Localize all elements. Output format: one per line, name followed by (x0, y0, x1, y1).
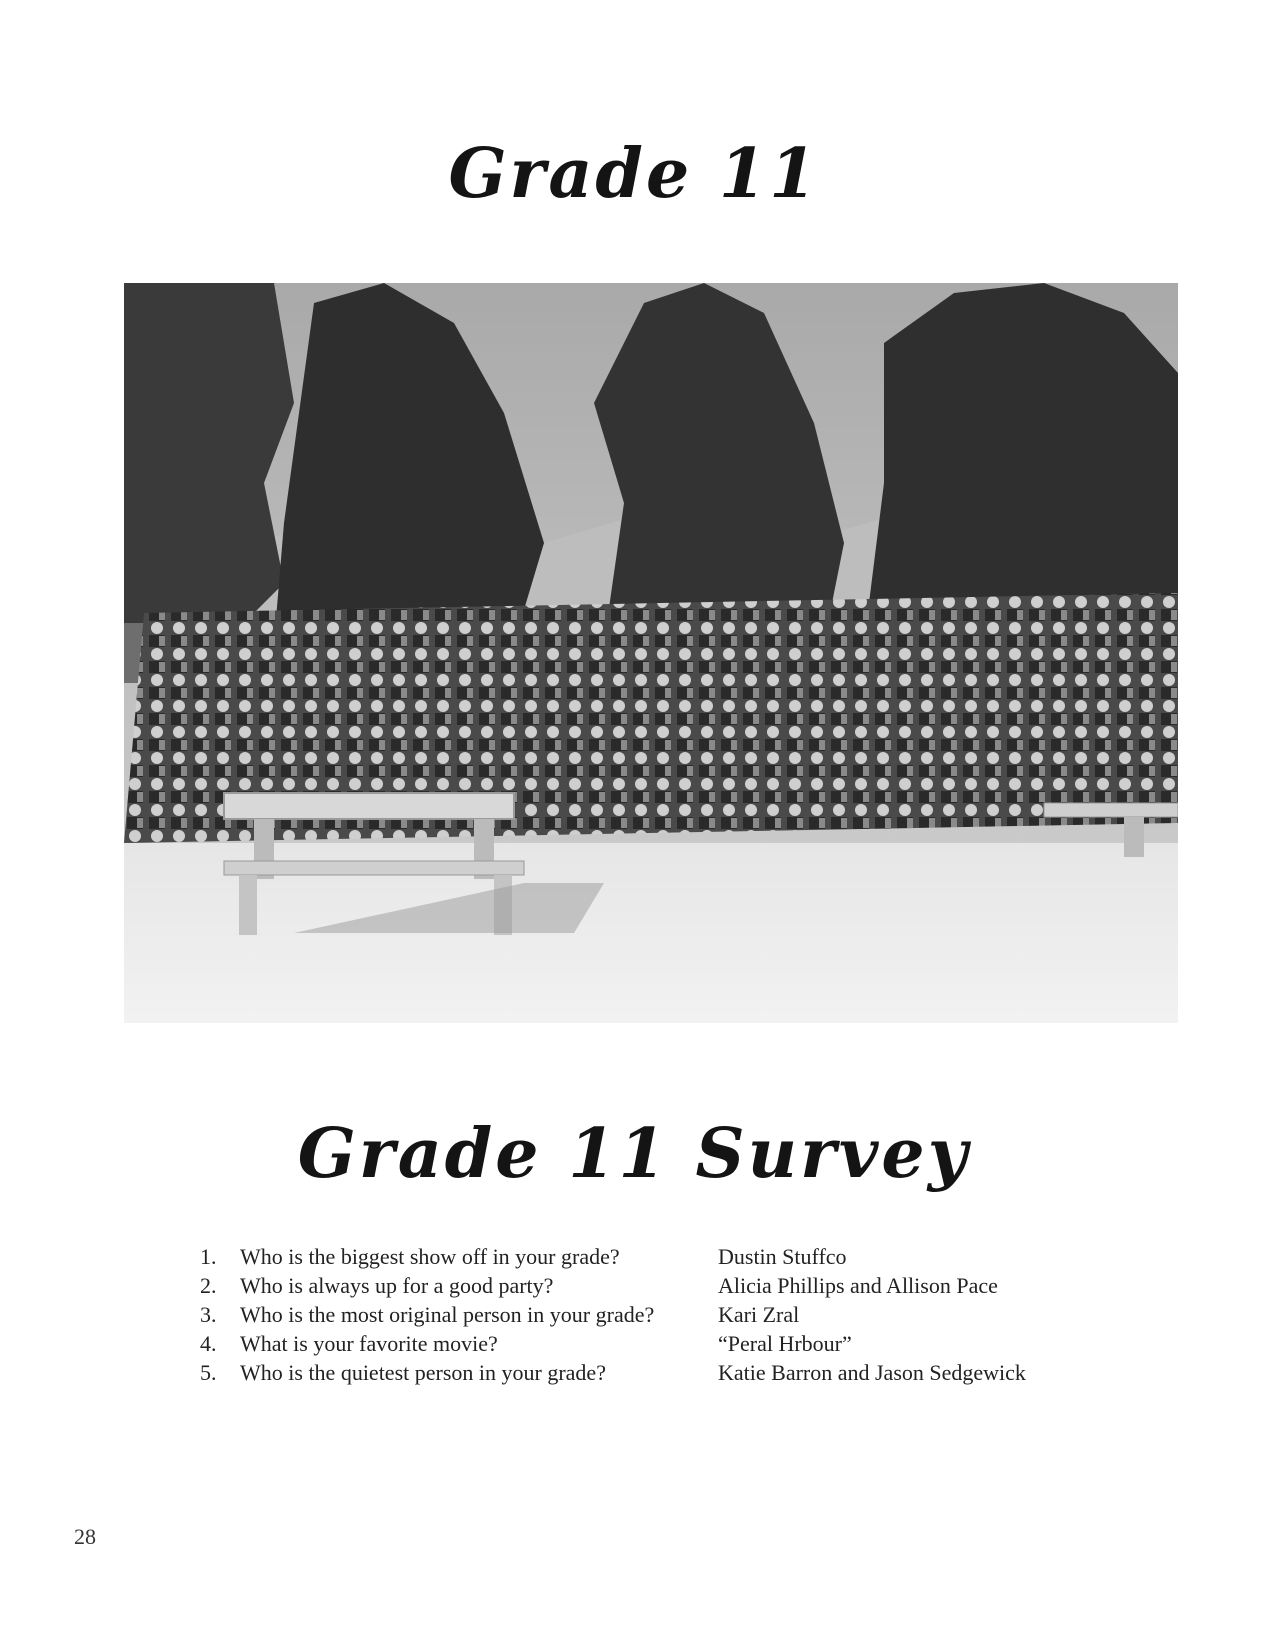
survey-question: What is your favorite movie? (240, 1331, 498, 1356)
survey-question-number: 2. (200, 1273, 217, 1298)
survey-item (200, 1271, 1098, 1300)
page-title: Grade 11 (448, 134, 820, 214)
survey-answer: Katie Barron and Jason Sedgewick (718, 1360, 1026, 1385)
class-group-photo (124, 283, 1178, 1023)
survey-question-number: 4. (200, 1331, 217, 1356)
survey-item (200, 1329, 1098, 1358)
survey-item (200, 1358, 1098, 1387)
survey-list (200, 1242, 1098, 1387)
survey-title: Grade 11 Survey (297, 1114, 971, 1194)
survey-answer: “Peral Hrbour” (718, 1331, 852, 1356)
survey-item (200, 1300, 1098, 1329)
survey-question-number: 5. (200, 1360, 217, 1385)
survey-question: Who is the biggest show off in your grade? (240, 1244, 620, 1269)
page-number: 28 (74, 1524, 96, 1549)
survey-question-number: 3. (200, 1302, 217, 1327)
survey-question: Who is always up for a good party? (240, 1273, 554, 1298)
survey-item (200, 1242, 1098, 1271)
survey-answer: Dustin Stuffco (718, 1244, 847, 1269)
survey-question-number: 1. (200, 1244, 217, 1269)
survey-answer: Kari Zral (718, 1302, 800, 1327)
survey-question: Who is the quietest person in your grade? (240, 1360, 606, 1385)
survey-question: Who is the most original person in your grade? (240, 1302, 655, 1327)
survey-answer: Alicia Phillips and Allison Pace (718, 1273, 998, 1298)
